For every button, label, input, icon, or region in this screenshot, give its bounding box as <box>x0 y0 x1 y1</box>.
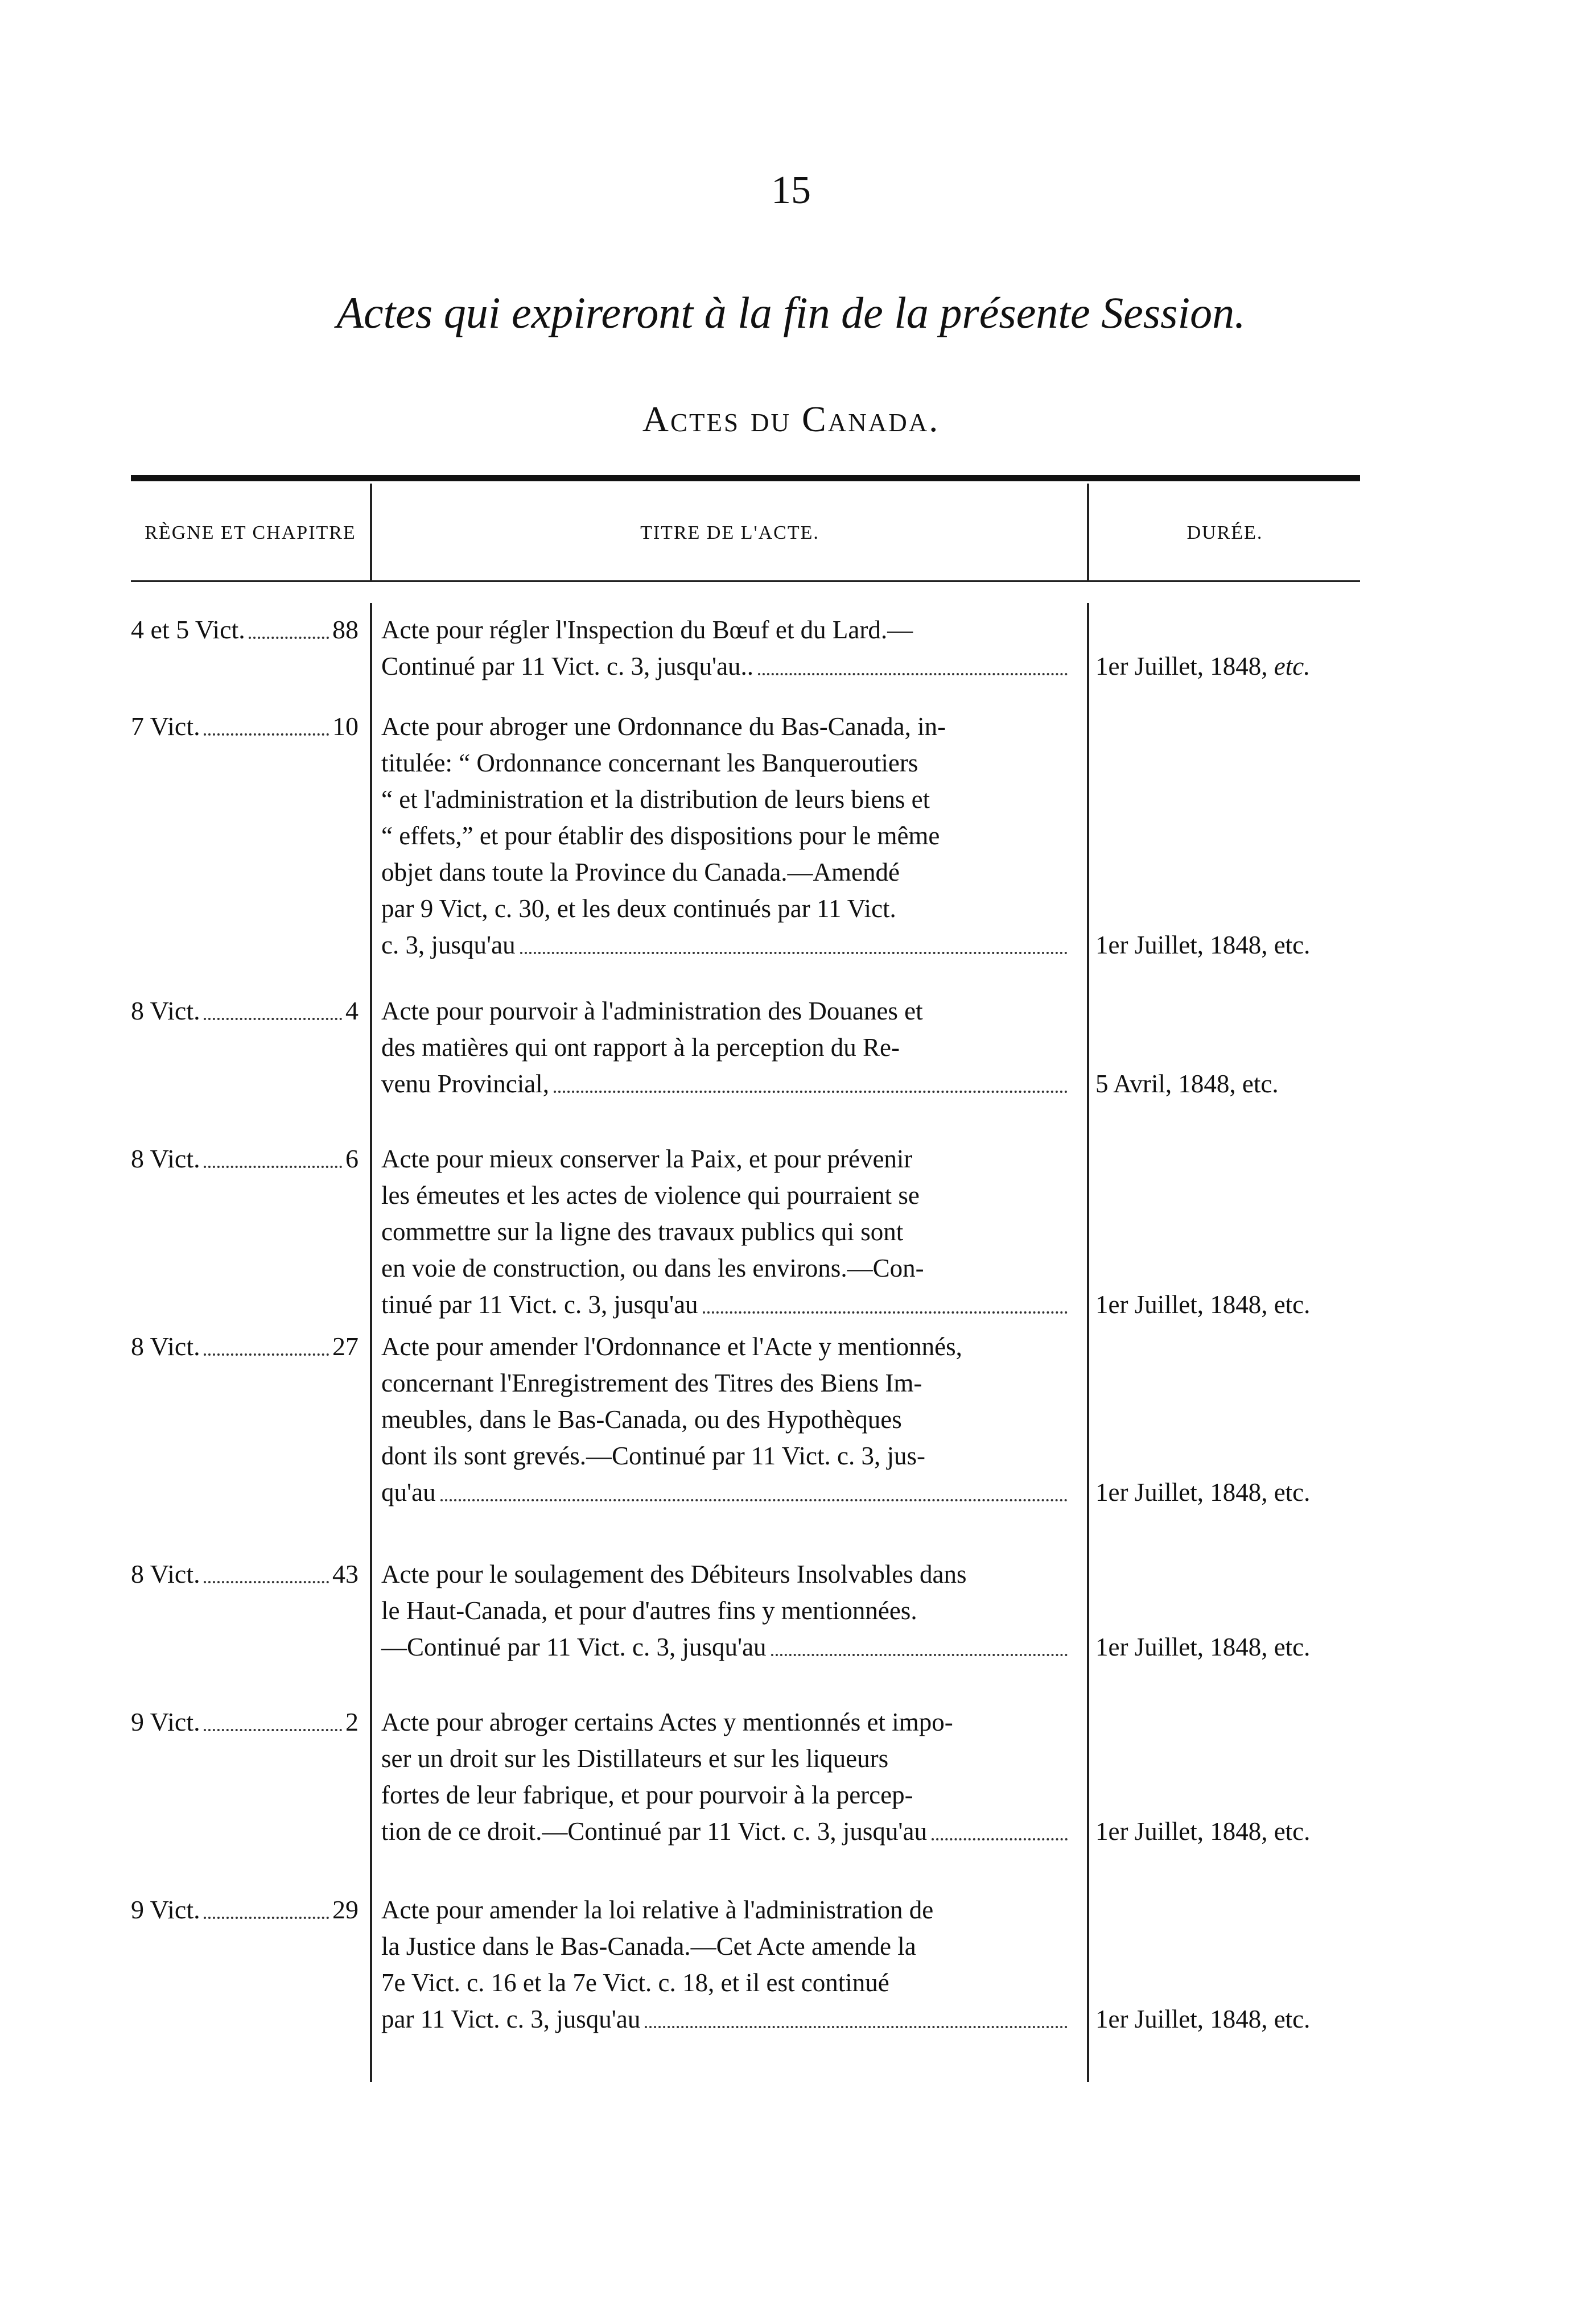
regne-chapitre <box>131 612 359 648</box>
regne-chapitre <box>131 1141 359 1177</box>
act-title-line: le Haut-Canada, et pour d'autres fins y mentionnées. <box>381 1596 917 1625</box>
act-title-line-end: —Continué par 11 Vict. c. 3, jusqu'au <box>381 1633 767 1661</box>
act-title-line: “ et l'administration et la distribution de leurs biens et <box>381 785 930 814</box>
act-title-line-end: tinué par 11 Vict. c. 3, jusqu'au <box>381 1290 698 1319</box>
column-divider-1 <box>370 603 372 2082</box>
page-heading: Actes qui expireront à la fin de la présente Session. <box>336 288 1246 337</box>
regne-label: 8 Vict. <box>131 1332 200 1361</box>
act-title-line: commettre sur la ligne des travaux publics qui sont <box>381 1217 904 1246</box>
dot-leader <box>645 2001 1068 2028</box>
duree-date: 5 Avril, 1848, etc. <box>1095 1070 1279 1098</box>
act-duree <box>1095 648 1363 684</box>
act-title-line: 7e Vict. c. 16 et la 7e Vict. c. 18, et il est continué <box>381 1968 889 1997</box>
dot-leader <box>204 708 329 736</box>
section-subheading: Actes du Canada. <box>642 399 940 439</box>
act-title-line: fortes de leur fabrique, et pour pourvoir à la percep- <box>381 1781 913 1809</box>
dot-leader <box>440 1474 1068 1501</box>
column-header-duree: DURÉE. <box>1186 522 1263 543</box>
dot-leader <box>204 1141 342 1168</box>
regne-chapitre <box>131 1556 359 1592</box>
regne-chapitre <box>131 993 359 1029</box>
regne-label: 8 Vict. <box>131 1144 200 1173</box>
duree-date: 1er Juillet, 1848, etc. <box>1095 931 1311 959</box>
column-divider-2 <box>1087 603 1089 2082</box>
act-title-line-end: par 11 Vict. c. 3, jusqu'au <box>381 2005 641 2033</box>
act-title-line: la Justice dans le Bas-Canada.—Cet Acte amende la <box>381 1932 916 1960</box>
table-header-rule <box>131 580 1360 582</box>
act-title-line: Acte pour abroger certains Actes y mentionnés et impo- <box>381 1708 953 1736</box>
act-title-line-last <box>381 648 1070 684</box>
regne-chapitre <box>131 1704 359 1740</box>
act-duree <box>1095 927 1363 963</box>
act-duree <box>1095 1286 1363 1323</box>
act-title-line-last <box>381 1474 1070 1510</box>
act-title-line-last <box>381 1066 1070 1102</box>
act-title-line: Acte pour pourvoir à l'administration des Douanes et <box>381 997 923 1025</box>
dot-leader <box>771 1629 1068 1656</box>
act-title <box>381 1892 1070 2037</box>
act-title-line-end: Continué par 11 Vict. c. 3, jusqu'au.. <box>381 652 754 680</box>
regne-label: 8 Vict. <box>131 996 200 1025</box>
act-title-line: Acte pour régler l'Inspection du Bœuf et du Lard.— <box>381 616 913 644</box>
act-title <box>381 612 1070 684</box>
duree-date: 1er Juillet, 1848, etc. <box>1095 1817 1311 1846</box>
act-title-line-last <box>381 1629 1070 1665</box>
regne-chapitre <box>131 1328 359 1365</box>
act-duree <box>1095 1629 1363 1665</box>
dot-leader <box>204 1328 329 1356</box>
regne-label: 4 et 5 Vict. <box>131 615 245 644</box>
act-duree <box>1095 1474 1363 1510</box>
regne-label: 7 Vict. <box>131 712 200 741</box>
act-title-line: Acte pour mieux conserver la Paix, et pour prévenir <box>381 1145 913 1173</box>
act-title-line: les émeutes et les actes de violence qui pourraient se <box>381 1181 920 1210</box>
act-title-line: dont ils sont grevés.—Continué par 11 Vict. c. 3, jus- <box>381 1442 925 1470</box>
act-title-line: en voie de construction, ou dans les environs.—Con- <box>381 1254 924 1282</box>
act-title-line: Acte pour abroger une Ordonnance du Bas-Canada, in- <box>381 712 946 741</box>
regne-label: 8 Vict. <box>131 1559 200 1588</box>
dot-leader <box>554 1066 1068 1093</box>
chapitre-number: 4 <box>345 996 359 1025</box>
act-title-line: concernant l'Enregistrement des Titres des Biens Im- <box>381 1369 922 1397</box>
act-title-line-last <box>381 1813 1070 1850</box>
act-title <box>381 1328 1070 1510</box>
act-title-line: Acte pour amender la loi relative à l'administration de <box>381 1896 934 1924</box>
chapitre-number: 2 <box>345 1707 359 1736</box>
act-title-line: objet dans toute la Province du Canada.—Amendé <box>381 858 900 886</box>
chapitre-number: 88 <box>332 615 359 644</box>
chapitre-number: 10 <box>332 712 359 741</box>
duree-date: 1er Juillet, 1848, <box>1095 652 1268 680</box>
column-divider-header-2 <box>1087 484 1089 580</box>
dot-leader <box>204 1556 329 1583</box>
act-title <box>381 993 1070 1102</box>
duree-date: 1er Juillet, 1848, etc. <box>1095 1290 1311 1319</box>
dot-leader <box>204 1704 342 1731</box>
table-top-rule <box>131 475 1360 481</box>
chapitre-number: 6 <box>345 1144 359 1173</box>
regne-label: 9 Vict. <box>131 1895 200 1924</box>
chapitre-number: 29 <box>332 1895 359 1924</box>
act-title-line: Acte pour amender l'Ordonnance et l'Acte y mentionnés, <box>381 1332 962 1361</box>
act-duree <box>1095 1813 1363 1850</box>
act-title-line: “ effets,” et pour établir des dispositions pour le même <box>381 822 940 850</box>
column-header-regne: RÈGNE ET CHAPITRE <box>145 522 356 543</box>
dot-leader <box>758 648 1068 675</box>
duree-date: 1er Juillet, 1848, etc. <box>1095 1633 1311 1661</box>
regne-label: 9 Vict. <box>131 1707 200 1736</box>
act-title-line-end: venu Provincial, <box>381 1070 549 1098</box>
act-title-line: des matières qui ont rapport à la perception du Re- <box>381 1033 900 1062</box>
act-title-line: par 9 Vict, c. 30, et les deux continués par 11 Vict. <box>381 894 896 923</box>
dot-leader <box>703 1286 1068 1314</box>
act-title-line-end: c. 3, jusqu'au <box>381 931 516 959</box>
duree-etc: etc. <box>1274 652 1311 680</box>
dot-leader <box>932 1813 1068 1840</box>
act-title-line: Acte pour le soulagement des Débiteurs Insolvables dans <box>381 1560 967 1588</box>
act-title <box>381 1556 1070 1665</box>
duree-date: 1er Juillet, 1848, etc. <box>1095 1478 1311 1506</box>
act-duree <box>1095 2001 1363 2037</box>
act-title <box>381 1704 1070 1850</box>
act-title-line-end: qu'au <box>381 1478 436 1506</box>
act-title-line: ser un droit sur les Distillateurs et sur les liqueurs <box>381 1744 889 1773</box>
act-title-line-end: tion de ce droit.—Continué par 11 Vict. c. 3, jusqu'au <box>381 1817 927 1846</box>
act-title-line-last <box>381 927 1070 963</box>
dot-leader <box>520 927 1068 954</box>
act-title <box>381 1141 1070 1323</box>
regne-chapitre <box>131 708 359 745</box>
act-title <box>381 708 1070 963</box>
act-duree <box>1095 1066 1363 1102</box>
dot-leader <box>249 612 329 639</box>
regne-chapitre <box>131 1892 359 1928</box>
act-title-line-last <box>381 1286 1070 1323</box>
chapitre-number: 43 <box>332 1559 359 1588</box>
chapitre-number: 27 <box>332 1332 359 1361</box>
dot-leader <box>204 1892 329 1919</box>
duree-date: 1er Juillet, 1848, etc. <box>1095 2005 1311 2033</box>
act-title-line: titulée: “ Ordonnance concernant les Banqueroutiers <box>381 749 918 777</box>
act-title-line-last <box>381 2001 1070 2037</box>
column-header-titre: TITRE DE L'ACTE. <box>640 522 819 543</box>
dot-leader <box>204 993 342 1020</box>
page-number: 15 <box>771 168 811 212</box>
act-title-line: meubles, dans le Bas-Canada, ou des Hypothèques <box>381 1405 902 1434</box>
column-divider-header-1 <box>370 484 372 580</box>
